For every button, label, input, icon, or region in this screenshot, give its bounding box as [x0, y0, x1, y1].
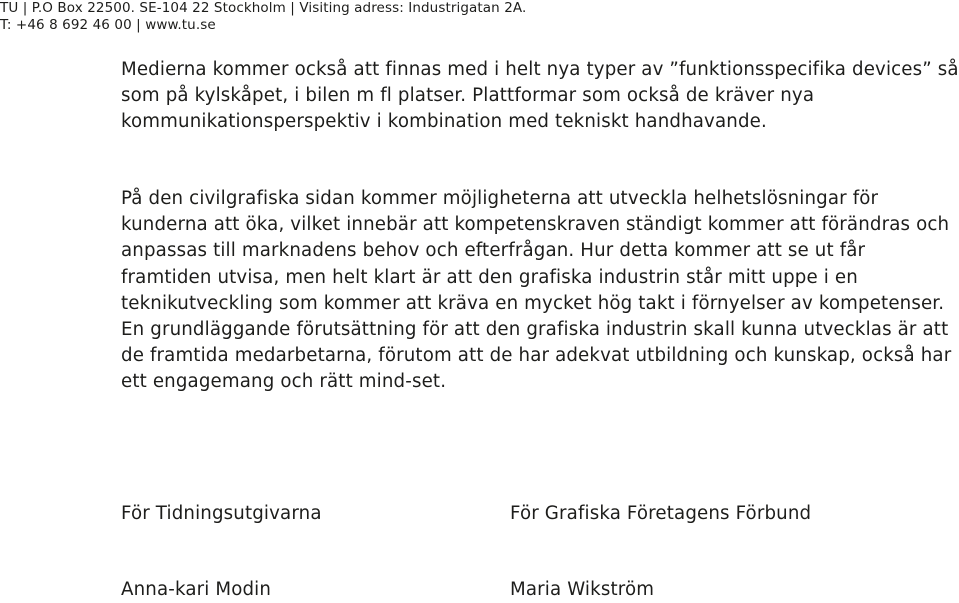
letterhead-contact: T: +46 8 692 46 00 | www.tu.se: [0, 17, 216, 33]
signature-right-name: Maria Wikström: [510, 579, 655, 600]
body-paragraph-2: På den civilgrafiska sidan kommer möjligheterna att utveckla helhetslösningar för kunderna att öka, vilket innebär att kompetenskraven ständigt kommer att förändras och anpassas till marknadens behov och efterfrågan. Hur detta kommer att se ut får framtiden utvisa, men helt klart är att den grafiska industrin står mitt uppe i en teknikutveckling som kommer att kräva en mycket hög takt i förnyelser av kompetenser. En grundläggande förutsättning för att den grafiska industrin skall kunna utvecklas är att de framtida medarbetarna, förutom att de har adekvat utbildning och kunskap, också har ett engagemang och rätt mind-set.: [121, 188, 952, 393]
letterhead-address: TU | P.O Box 22500. SE-104 22 Stockholm | Visiting adress: Industrigatan 2A.: [0, 0, 527, 16]
signature-left-name: Anna-kari Modin: [121, 579, 272, 600]
signature-left-organization: För Tidningsutgivarna: [121, 503, 322, 524]
letterhead: [0, 0, 526, 34]
body-paragraph-1: Medierna kommer också att finnas med i helt nya typer av ”funktionsspecifika devices” så som på kylskåpet, i bilen m fl platser. Plattformar som också de kräver nya kommunikationsperspektiv i kombination med tekniskt handhavande.: [121, 59, 959, 133]
signature-right-organization: För Grafiska Företagens Förbund: [510, 503, 812, 524]
